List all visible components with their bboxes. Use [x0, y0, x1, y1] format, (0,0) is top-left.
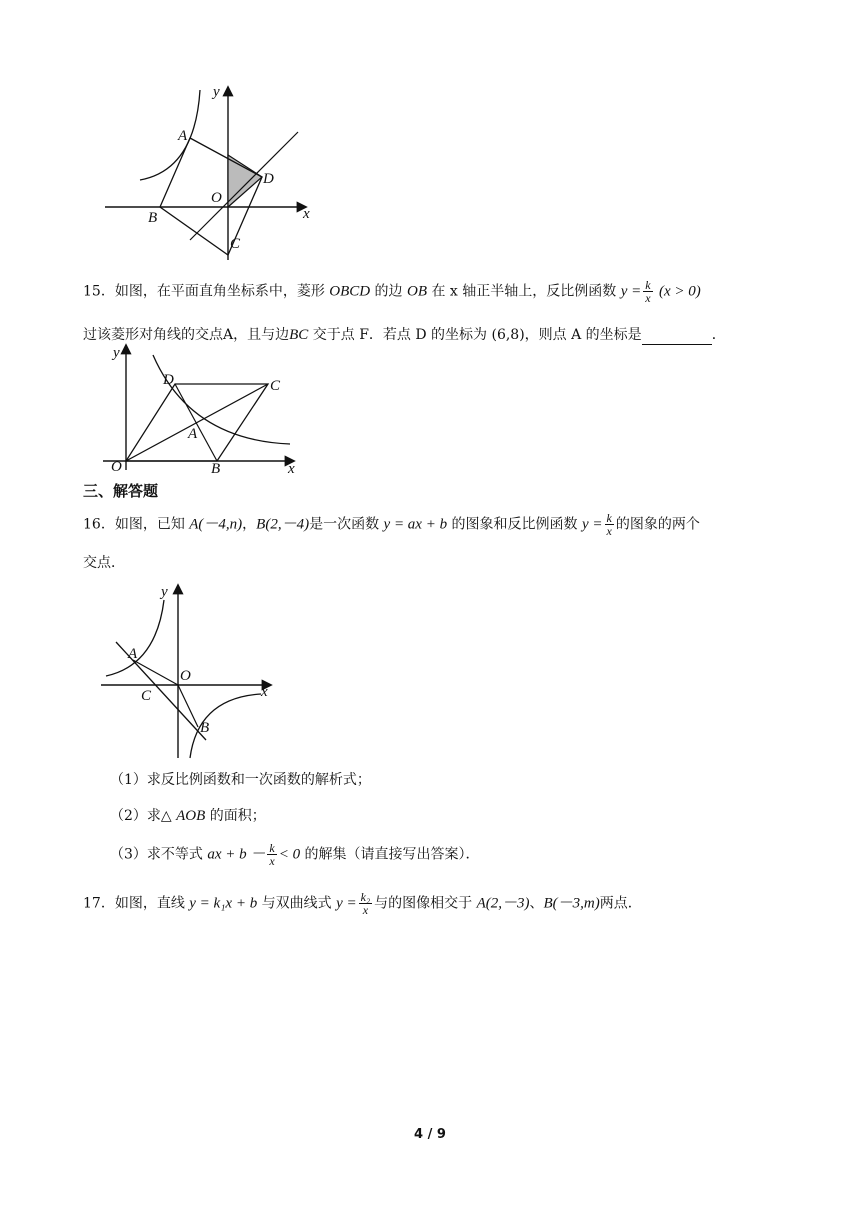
fraction-k-over-x: $\frac{k}{x}$: [606, 511, 612, 538]
label-O: O: [111, 459, 122, 475]
shaded-triangle: [228, 155, 262, 207]
fraction-k2-over-x: $\frac{\text{k₂}}{x}$: [360, 890, 371, 917]
answer-blank: [642, 330, 712, 345]
fraction-k-over-x: $\frac{k}{x}$: [645, 278, 651, 305]
label-B: B: [211, 461, 221, 477]
q16-sub2: （2）求△ AOB 的面积；: [110, 808, 266, 824]
figure-line-hyperbola: [98, 580, 278, 760]
segment-AO: [133, 660, 178, 685]
q17-line1: 17．如图，直线 y = k₁x + b 与双曲线式 y = $\frac{\text{k₂}}{x}$ 与的图像相交于 A(2,－3)、B(－3,m)两点．: [83, 890, 642, 917]
label-O: O: [211, 190, 222, 206]
hyperbola-branch: [153, 355, 290, 444]
label-x: x: [261, 684, 268, 700]
label-O: O: [180, 668, 191, 684]
label-x: x: [303, 206, 310, 222]
q16-line1: 16．如图，已知 A(－4,n)，B(2,－4)是一次函数 y = ax + b 的图象和反比例函数 y = $\frac{k}{x}$ 的图象的两个: [83, 511, 700, 538]
label-C: C: [141, 688, 152, 704]
figure-rhombus-hyperbola-1: [100, 80, 320, 265]
hyperbola-branch-left: [106, 600, 164, 676]
section-heading: 三、解答题: [83, 482, 159, 500]
label-C: C: [270, 378, 281, 394]
label-y: y: [113, 345, 120, 361]
label-A: A: [188, 426, 198, 442]
diagonal-line: [190, 132, 298, 240]
figure-rhombus-hyperbola-2: [95, 340, 310, 480]
label-C: C: [230, 236, 241, 252]
label-x: x: [288, 461, 295, 477]
q16-line2: 交点．: [83, 555, 125, 571]
fraction-k-over-x: $\frac{k}{x}$: [269, 841, 275, 868]
hyperbola-branch: [140, 90, 200, 180]
label-B: B: [148, 210, 158, 226]
q16-sub1: （1）求反比例函数和一次函数的解析式；: [110, 772, 371, 788]
diagonal-OC: [126, 384, 268, 461]
label-A: A: [128, 646, 138, 662]
label-A: A: [178, 128, 188, 144]
label-B: B: [200, 720, 210, 736]
label-y: y: [213, 84, 220, 100]
label-D: D: [163, 372, 174, 388]
q16-sub3: （3）求不等式 ax + b － $\frac{k}{x}$ < 0 的解集（请直接写出答案）．: [110, 841, 480, 868]
label-D: D: [263, 171, 274, 187]
label-y: y: [161, 584, 168, 600]
q15-line2: 过该菱形对角线的交点A，且与边BC 交于点 F．若点 D 的坐标为 (6,8)，则点 A 的坐标是 ．: [83, 327, 726, 343]
q15-line1: 15．如图，在平面直角坐标系中，菱形 OBCD 的边 OB 在 x 轴正半轴上，反比例函数 y = $\frac{k}{x}$ (x > 0): [83, 278, 701, 305]
page-number: 4 / 9: [414, 1127, 446, 1142]
